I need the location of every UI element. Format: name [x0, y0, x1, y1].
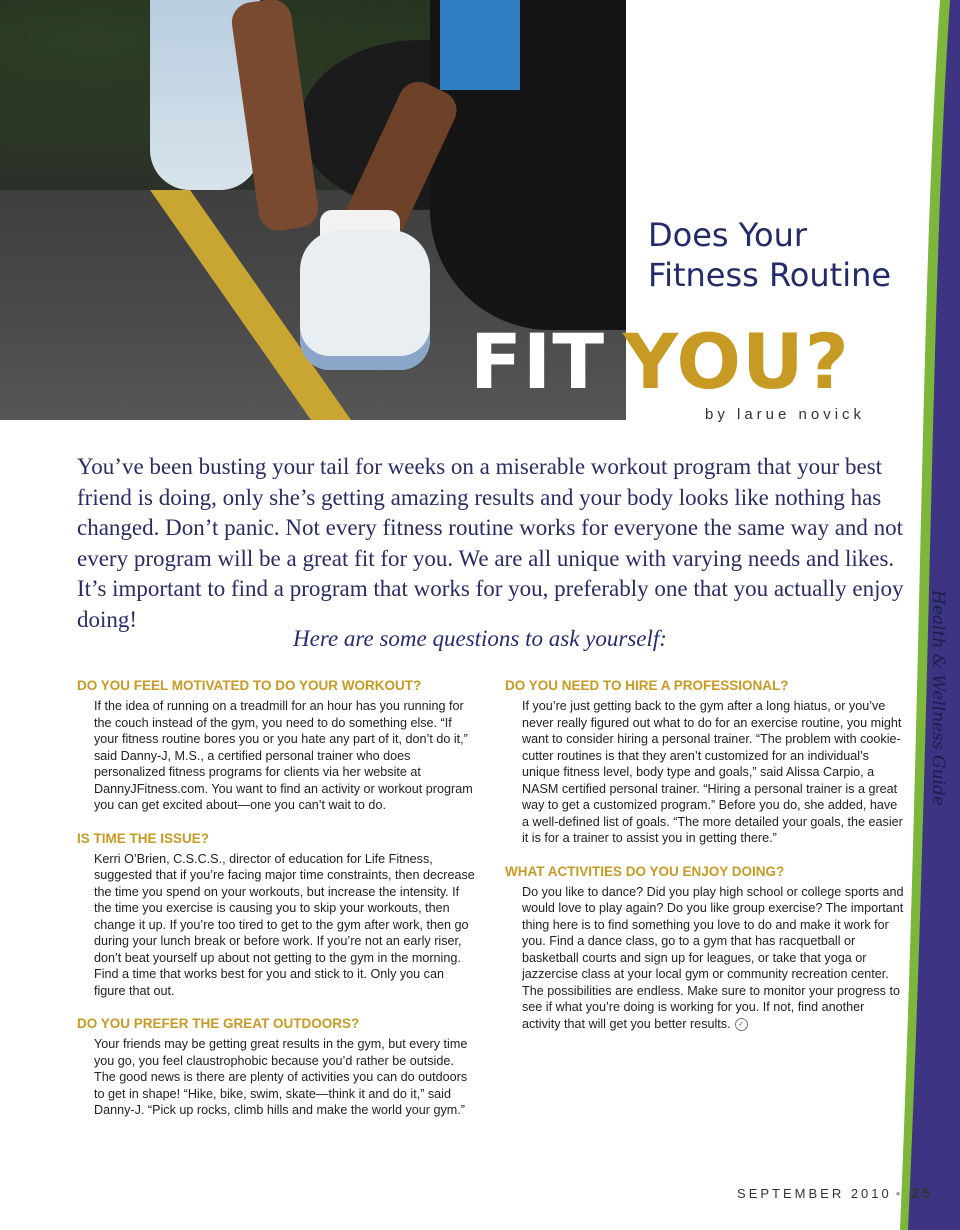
section-body: Your friends may be getting great results in the gym, but every time you go, you feel claustrophobic because you’d rather be outside. The good news is there are plenty of activities you can do outdoors to get in shape! “Hike, bike, swim, skate—think it and do it,” said Danny-J. “Pick up rocks, climb hills and make the world your gym.” [94, 1037, 468, 1117]
end-mark-icon: ✓ [735, 1018, 748, 1031]
title-fit: FIT [470, 317, 606, 406]
section-body: Kerri O’Brien, C.S.C.S., director of education for Life Fitness, suggested that if you’re facing major time constraints, then decrease the time you spend on your workouts, but increase the intensity. If the time you exercise is causing you to skip your workouts, then change it up. If you’re too tired to get to the gym after work, then go during your lunch break or before work. If you’re not an early riser, don’t beat yourself up about not getting to the gym in the morning. Find a time that works best for you and stick to it. Only you can figure that out. [94, 851, 475, 998]
heading-line-1: Does Your [648, 216, 808, 254]
section-professional [505, 678, 905, 847]
section-motivated [77, 678, 477, 814]
heading-line-2: Fitness Routine [648, 256, 892, 294]
page-footer [737, 1185, 932, 1202]
byline: by larue novick [705, 406, 866, 423]
section-body: If you’re just getting back to the gym after a long hiatus, or you’ve never really figured out what to do for an exercise routine, you might want to consider hiring a personal trainer. “The problem with cookie-cutter routines is that they aren’t customized for an individual’s unique fitness level, body type and goals,” said Alissa Carpio, a NASM certified personal trainer. “Hiring a personal trainer is a great way to get a customized program.” Before you do, she added, have a well-defined list of goals. “The more detailed your goals, the easier it is for a trainer to assist you in getting there.” [522, 699, 903, 845]
section-title: DO YOU PREFER THE GREAT OUTDOORS? [77, 1016, 360, 1031]
article-title [470, 317, 850, 406]
section-title: IS TIME THE ISSUE? [77, 830, 210, 846]
footer-separator: • [895, 1186, 904, 1201]
section-body [522, 884, 905, 1033]
title-you: YOU? [623, 317, 850, 406]
section-title: WHAT ACTIVITIES DO YOU ENJOY DOING? [505, 863, 785, 879]
issue-date: SEPTEMBER 2010 [737, 1186, 892, 1201]
questions-subhead: Here are some questions to ask yourself: [293, 626, 667, 651]
section-time [77, 831, 477, 1000]
right-column [505, 678, 905, 1049]
sneaker-image [300, 230, 430, 370]
section-body: If the idea of running on a treadmill for an hour has you running for the couch instead of the gym, you need to do something else. “If your fitness routine bores you or you hate any part of it, don’t do it,” said Danny-J, M.S., a certified personal trainer who does personalized fitness programs for clients via her website at DannyJFitness.com. You want to find an activity or workout program you can get excited about—one you can’t wait to do. [94, 699, 473, 812]
section-body-text: Do you like to dance? Did you play high school or college sports and would love to play again? Do you like group exercise? The important thing here is to find something you love to do and make it work for you. Find a dance class, go to a gym that has racquetball or basketball courts and sign up for leagues, or take that yoga or jazzercise class at your local gym or community recreation center. The possibilities are endless. Make sure to monitor your progress to see if what you’re doing is working for you. If not, find another activity that will get you better results. [522, 884, 904, 1031]
article-heading [648, 215, 891, 295]
intro-paragraph: You’ve been busting your tail for weeks on a miserable workout program that your best friend is doing, only she’s getting amazing results and your body looks like nothing has changed. Don’t panic. Not every fitness routine works for everyone the same way and not every program will be a great fit for you. We are all unique with varying needs and likes. It’s important to find a program that works for you, preferably one that you actually enjoy doing! [77, 454, 904, 632]
page-number: 25 [911, 1185, 932, 1202]
section-title: DO YOU FEEL MOTIVATED TO DO YOUR WORKOUT? [77, 678, 422, 693]
left-column [77, 678, 477, 1136]
side-section-label: Health & Wellness Guide [928, 590, 948, 806]
section-title: DO YOU NEED TO HIRE A PROFESSIONAL? [505, 678, 789, 693]
section-outdoors [77, 1016, 477, 1119]
section-activities [505, 864, 905, 1033]
